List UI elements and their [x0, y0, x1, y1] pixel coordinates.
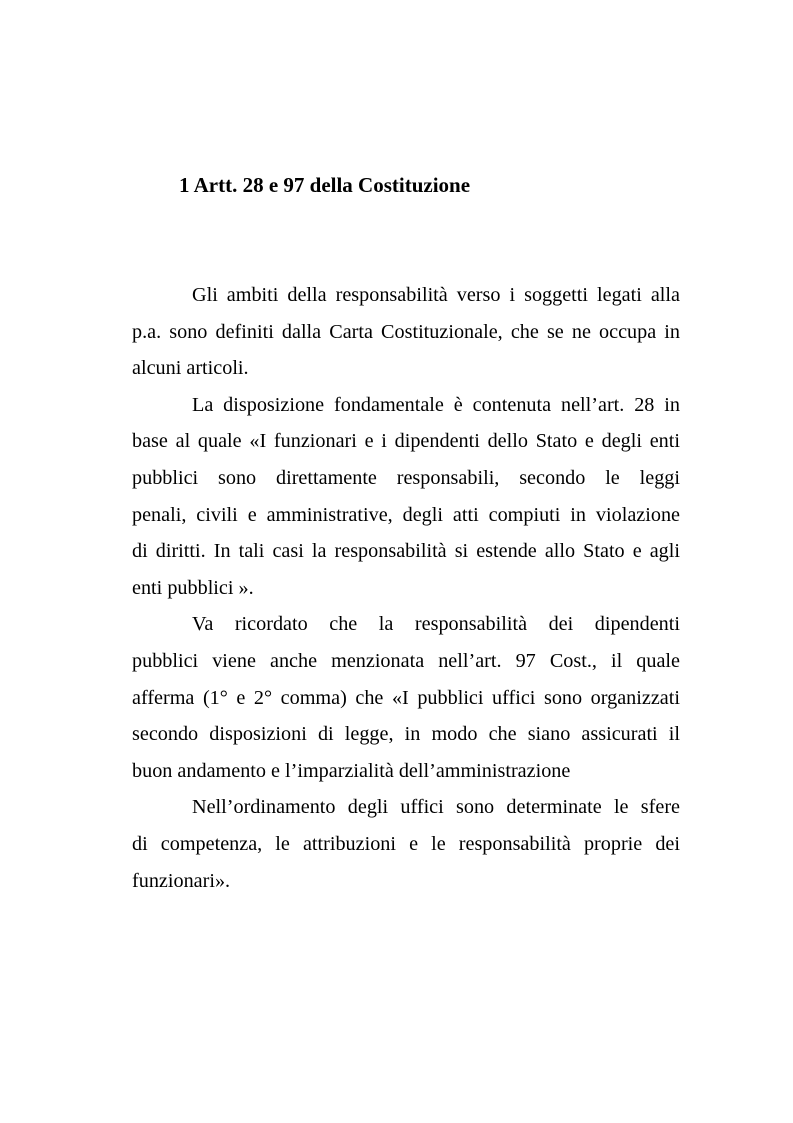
- text-line: funzionari».: [132, 869, 231, 892]
- text-line: Nell’ordinamento degli uffici sono determinate le sfere: [192, 796, 680, 819]
- text-line: enti pubblici ».: [132, 576, 254, 599]
- text-line: di diritti. In tali casi la responsabilità si estende allo Stato e agli: [132, 540, 680, 563]
- section-heading: 1 Artt. 28 e 97 della Costituzione: [179, 173, 471, 197]
- paragraph: [132, 789, 680, 899]
- paragraph: [132, 606, 680, 789]
- text-line: penali, civili e amministrative, degli atti compiuti in violazione: [132, 503, 680, 526]
- paragraph: [132, 387, 680, 607]
- text-line: secondo disposizioni di legge, in modo che siano assicurati il: [132, 723, 680, 746]
- text-line: afferma (1° e 2° comma) che «I pubblici uffici sono organizzati: [132, 686, 680, 709]
- text-line: Va ricordato che la responsabilità dei dipendenti: [192, 613, 680, 636]
- text-line: di competenza, le attribuzioni e le responsabilità proprie dei: [132, 832, 680, 855]
- text-line: alcuni articoli.: [132, 357, 249, 380]
- text-line: Gli ambiti della responsabilità verso i soggetti legati alla: [192, 284, 680, 306]
- text-line: La disposizione fondamentale è contenuta nell’art. 28 in: [192, 393, 680, 416]
- body-text: [132, 277, 680, 899]
- text-line: p.a. sono definiti dalla Carta Costituzionale, che se ne occupa in: [132, 320, 680, 343]
- text-line: buon andamento e l’imparzialità dell’amministrazione: [132, 759, 571, 782]
- text-line: base al quale «I funzionari e i dipendenti dello Stato e degli enti: [132, 430, 680, 453]
- text-line: pubblici sono direttamente responsabili, secondo le leggi: [132, 466, 680, 489]
- paragraph: [132, 277, 680, 387]
- text-line: pubblici viene anche menzionata nell’art. 97 Cost., il quale: [132, 649, 680, 672]
